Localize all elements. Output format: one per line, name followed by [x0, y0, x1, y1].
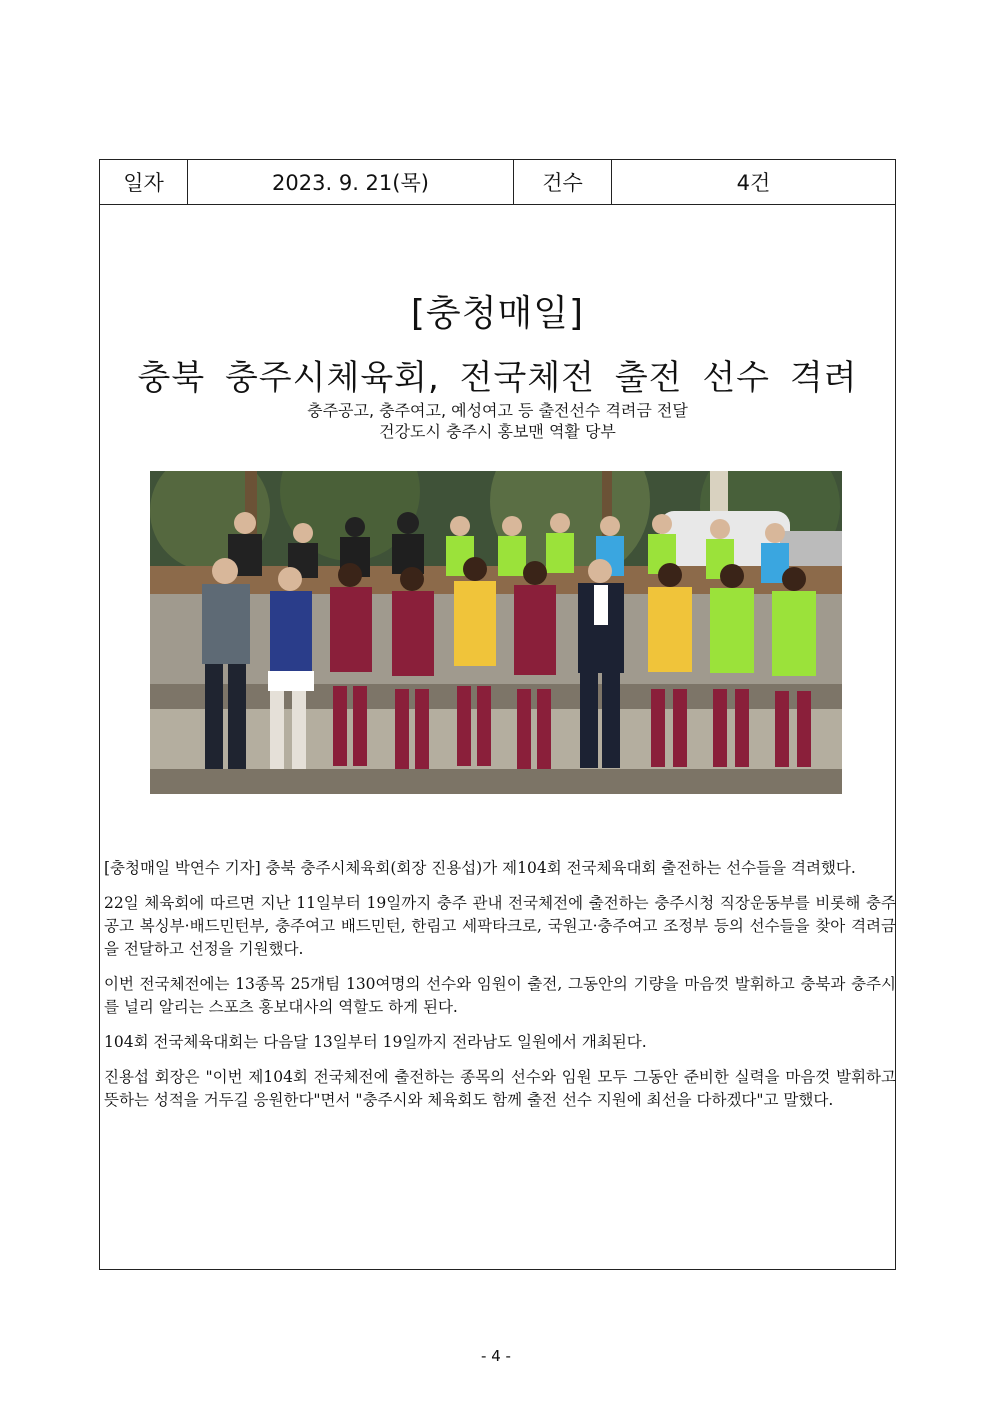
page-number: - 4 -: [481, 1347, 511, 1365]
report-frame: [99, 159, 896, 1270]
subheadline-1: 충주공고, 충주여고, 예성여고 등 출전선수 격려금 전달: [307, 401, 688, 420]
article-body: [104, 857, 896, 1124]
date-label: 일자: [100, 160, 188, 204]
article-paragraph: [충청매일 박연수 기자] 충북 충주시체육회(회장 진용섭)가 제104회 전국체육대회 출전하는 선수들을 격려했다.: [104, 859, 856, 877]
article-paragraph: 22일 체육회에 따르면 지난 11일부터 19일까지 충주 관내 전국체전에 출전하는 충주시청 직장운동부를 비롯해 충주공고 복싱부·배드민턴부, 충주여고 배드민턴, 한림고 세팍타크로, 국원고·충주여고 조정부 등의 선수들을 찾아 격려금을 전달하고 선정을 기원했다.: [104, 894, 896, 958]
team-photo: [150, 471, 842, 794]
article-paragraph: 이번 전국체전에는 13종목 25개팀 130여명의 선수와 임원이 출전, 그동안의 기량을 마음껏 발휘하고 충북과 충주시를 널리 알리는 스포츠 홍보대사의 역할도 하게 된다.: [104, 975, 896, 1016]
article-paragraph: 진용섭 회장은 "이번 제104회 전국체전에 출전하는 종목의 선수와 임원 모두 그동안 준비한 실력을 마음껏 발휘하고 뜻하는 성적을 거두길 응원한다"면서 "충주시와 체육회도 함께 출전 선수 지원에 최선을 다하겠다"고 말했다.: [104, 1068, 896, 1109]
date-value: 2023. 9. 21(목): [188, 160, 514, 204]
count-label: 건수: [514, 160, 612, 204]
headline: 충북 충주시체육회, 전국체전 출전 선수 격려: [137, 358, 858, 398]
article-paragraph: 104회 전국체육대회는 다음달 13일부터 19일까지 전라남도 일원에서 개최된다.: [104, 1033, 647, 1051]
count-value: 4건: [736, 171, 771, 195]
info-header-row: [100, 160, 895, 205]
news-source: [충청매일]: [410, 293, 585, 334]
subheadline-2: 건강도시 충주시 홍보맨 역활 당부: [379, 422, 616, 441]
